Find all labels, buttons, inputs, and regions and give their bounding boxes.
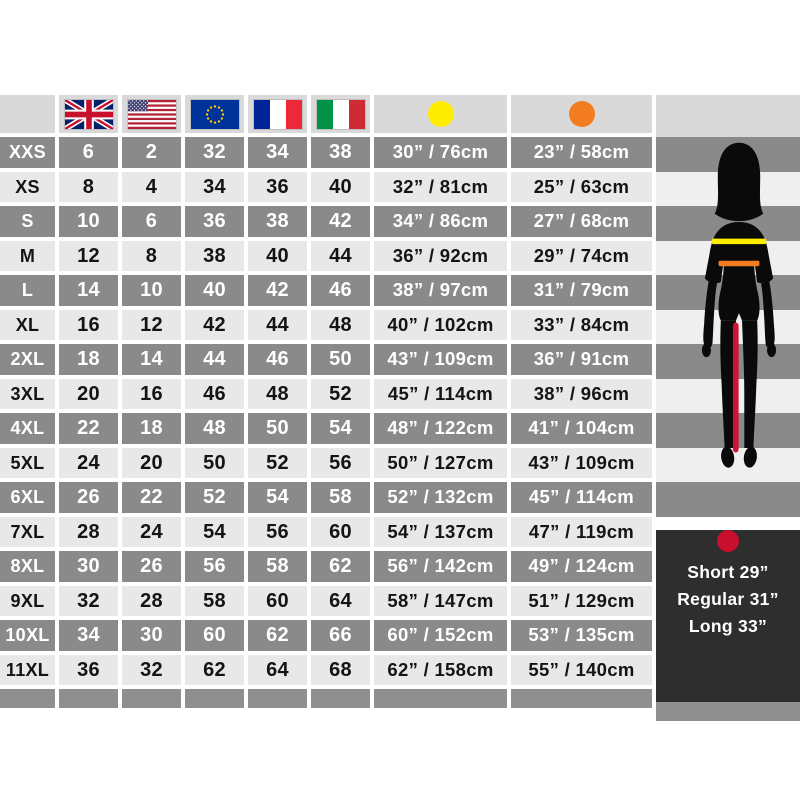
footer-stripe: [511, 689, 652, 708]
cell-uk-7XL: 28: [59, 517, 118, 548]
body-silhouette-figure: [686, 139, 792, 471]
waist-dot-icon: [569, 101, 595, 127]
footer-stripe: [0, 689, 55, 708]
cell-label-6XL: 6XL: [0, 482, 55, 513]
cell-chest-9XL: 58” / 147cm: [374, 586, 507, 617]
cell-fr-XXS: 34: [248, 137, 307, 168]
cell-label-9XL: 9XL: [0, 586, 55, 617]
cell-chest-XL: 40” / 102cm: [374, 310, 507, 341]
cell-waist-M: 29” / 74cm: [511, 241, 652, 272]
cell-us-10XL: 30: [122, 620, 181, 651]
cell-uk-XL: 16: [59, 310, 118, 341]
cell-us-4XL: 18: [122, 413, 181, 444]
cell-waist-XXS: 23” / 58cm: [511, 137, 652, 168]
eu-flag-header: [185, 95, 244, 133]
cell-it-XXS: 38: [311, 137, 370, 168]
cell-it-XS: 40: [311, 172, 370, 203]
cell-fr-2XL: 46: [248, 344, 307, 375]
us-flag-icon: [128, 100, 176, 129]
cell-uk-L: 14: [59, 275, 118, 306]
cell-uk-10XL: 34: [59, 620, 118, 651]
cell-waist-3XL: 38” / 96cm: [511, 379, 652, 410]
eu-size-column: [185, 95, 244, 721]
cell-waist-XL: 33” / 84cm: [511, 310, 652, 341]
footer-stripe: [311, 689, 370, 708]
cell-uk-3XL: 20: [59, 379, 118, 410]
cell-eu-3XL: 46: [185, 379, 244, 410]
cell-chest-11XL: 62” / 158cm: [374, 655, 507, 686]
cell-waist-S: 27” / 68cm: [511, 206, 652, 237]
cell-fr-7XL: 56: [248, 517, 307, 548]
cell-eu-4XL: 48: [185, 413, 244, 444]
cell-label-S: S: [0, 206, 55, 237]
label-header-cell: [0, 95, 55, 133]
cell-eu-11XL: 62: [185, 655, 244, 686]
waist-measurement-column: [511, 95, 652, 721]
cell-label-XS: XS: [0, 172, 55, 203]
chest-header: [374, 95, 507, 133]
cell-us-11XL: 32: [122, 655, 181, 686]
cell-waist-11XL: 55” / 140cm: [511, 655, 652, 686]
cell-eu-6XL: 52: [185, 482, 244, 513]
cell-fr-11XL: 64: [248, 655, 307, 686]
cell-label-8XL: 8XL: [0, 551, 55, 582]
chest-measurement-column: [374, 95, 507, 721]
cell-us-XL: 12: [122, 310, 181, 341]
cell-fr-L: 42: [248, 275, 307, 306]
leg-length-legend: [656, 530, 800, 703]
us-size-column: [122, 95, 181, 721]
cell-chest-4XL: 48” / 122cm: [374, 413, 507, 444]
waist-line: [719, 261, 760, 267]
cell-it-S: 42: [311, 206, 370, 237]
cell-uk-5XL: 24: [59, 448, 118, 479]
cell-label-4XL: 4XL: [0, 413, 55, 444]
italy-flag-header: [311, 95, 370, 133]
cell-uk-9XL: 32: [59, 586, 118, 617]
cell-chest-3XL: 45” / 114cm: [374, 379, 507, 410]
cell-us-XS: 4: [122, 172, 181, 203]
cell-waist-2XL: 36” / 91cm: [511, 344, 652, 375]
figure-backdrop-stripe: [656, 482, 800, 517]
cell-fr-9XL: 60: [248, 586, 307, 617]
cell-uk-8XL: 30: [59, 551, 118, 582]
cell-uk-11XL: 36: [59, 655, 118, 686]
cell-waist-10XL: 53” / 135cm: [511, 620, 652, 651]
cell-waist-5XL: 43” / 109cm: [511, 448, 652, 479]
cell-eu-9XL: 58: [185, 586, 244, 617]
cell-chest-2XL: 43” / 109cm: [374, 344, 507, 375]
footer-stripe: [122, 689, 181, 708]
cell-fr-XL: 44: [248, 310, 307, 341]
cell-us-7XL: 24: [122, 517, 181, 548]
cell-chest-XS: 32” / 81cm: [374, 172, 507, 203]
cell-fr-XS: 36: [248, 172, 307, 203]
leg-length-dot-icon: [717, 530, 739, 552]
cell-label-3XL: 3XL: [0, 379, 55, 410]
cell-fr-3XL: 48: [248, 379, 307, 410]
cell-uk-XXS: 6: [59, 137, 118, 168]
chest-dot-icon: [428, 101, 454, 127]
cell-label-XL: XL: [0, 310, 55, 341]
cell-label-11XL: 11XL: [0, 655, 55, 686]
cell-us-6XL: 22: [122, 482, 181, 513]
cell-fr-M: 40: [248, 241, 307, 272]
cell-it-XL: 48: [311, 310, 370, 341]
cell-label-7XL: 7XL: [0, 517, 55, 548]
cell-eu-XL: 42: [185, 310, 244, 341]
chest-line: [712, 239, 767, 245]
footer-stripe: [374, 689, 507, 708]
cell-it-11XL: 68: [311, 655, 370, 686]
waist-header: [511, 95, 652, 133]
cell-waist-4XL: 41” / 104cm: [511, 413, 652, 444]
cell-waist-6XL: 45” / 114cm: [511, 482, 652, 513]
cell-eu-7XL: 54: [185, 517, 244, 548]
cell-eu-8XL: 56: [185, 551, 244, 582]
cell-chest-10XL: 60” / 152cm: [374, 620, 507, 651]
cell-eu-10XL: 60: [185, 620, 244, 651]
footer-stripe: [248, 689, 307, 708]
cell-waist-7XL: 47” / 119cm: [511, 517, 652, 548]
cell-eu-M: 38: [185, 241, 244, 272]
cell-it-6XL: 58: [311, 482, 370, 513]
cell-it-5XL: 56: [311, 448, 370, 479]
cell-chest-M: 36” / 92cm: [374, 241, 507, 272]
cell-us-8XL: 26: [122, 551, 181, 582]
cell-label-2XL: 2XL: [0, 344, 55, 375]
italy-size-column: [311, 95, 370, 721]
cell-us-2XL: 14: [122, 344, 181, 375]
size-table: [0, 95, 800, 721]
cell-it-4XL: 54: [311, 413, 370, 444]
us-flag-header: [122, 95, 181, 133]
france-size-column: [248, 95, 307, 721]
cell-uk-XS: 8: [59, 172, 118, 203]
cell-eu-XXS: 32: [185, 137, 244, 168]
leg-length-regular: Regular 31”: [677, 588, 779, 609]
cell-fr-8XL: 58: [248, 551, 307, 582]
cell-it-10XL: 66: [311, 620, 370, 651]
inseam-line: [733, 323, 739, 453]
cell-label-5XL: 5XL: [0, 448, 55, 479]
cell-chest-7XL: 54” / 137cm: [374, 517, 507, 548]
figure-header-cell: [656, 95, 800, 137]
footer-stripe: [185, 689, 244, 708]
cell-us-L: 10: [122, 275, 181, 306]
cell-it-3XL: 52: [311, 379, 370, 410]
cell-uk-4XL: 22: [59, 413, 118, 444]
cell-uk-6XL: 26: [59, 482, 118, 513]
france-flag-icon: [254, 100, 302, 129]
cell-chest-XXS: 30” / 76cm: [374, 137, 507, 168]
cell-it-L: 46: [311, 275, 370, 306]
cell-label-XXS: XXS: [0, 137, 55, 168]
cell-it-9XL: 64: [311, 586, 370, 617]
cell-eu-L: 40: [185, 275, 244, 306]
cell-it-7XL: 60: [311, 517, 370, 548]
figure-column: [656, 95, 800, 721]
cell-waist-8XL: 49” / 124cm: [511, 551, 652, 582]
uk-flag-header: [59, 95, 118, 133]
leg-length-long: Long 33”: [688, 615, 768, 636]
cell-us-XXS: 2: [122, 137, 181, 168]
cell-us-M: 8: [122, 241, 181, 272]
cell-uk-S: 10: [59, 206, 118, 237]
cell-chest-6XL: 52” / 132cm: [374, 482, 507, 513]
footer-stripe: [656, 702, 800, 721]
cell-chest-5XL: 50” / 127cm: [374, 448, 507, 479]
cell-fr-10XL: 62: [248, 620, 307, 651]
cell-label-10XL: 10XL: [0, 620, 55, 651]
cell-us-9XL: 28: [122, 586, 181, 617]
cell-fr-5XL: 52: [248, 448, 307, 479]
italy-flag-icon: [317, 100, 365, 129]
cell-us-S: 6: [122, 206, 181, 237]
cell-uk-M: 12: [59, 241, 118, 272]
cell-waist-9XL: 51” / 129cm: [511, 586, 652, 617]
cell-it-8XL: 62: [311, 551, 370, 582]
uk-flag-icon: [65, 100, 113, 129]
cell-it-M: 44: [311, 241, 370, 272]
uk-size-column: [59, 95, 118, 721]
cell-waist-L: 31” / 79cm: [511, 275, 652, 306]
cell-uk-2XL: 18: [59, 344, 118, 375]
eu-flag-icon: [191, 100, 239, 129]
cell-eu-S: 36: [185, 206, 244, 237]
cell-us-5XL: 20: [122, 448, 181, 479]
cell-fr-4XL: 50: [248, 413, 307, 444]
cell-eu-5XL: 50: [185, 448, 244, 479]
size-label-column: [0, 95, 55, 721]
cell-us-3XL: 16: [122, 379, 181, 410]
leg-length-short: Short 29”: [687, 561, 769, 582]
cell-chest-L: 38” / 97cm: [374, 275, 507, 306]
cell-waist-XS: 25” / 63cm: [511, 172, 652, 203]
cell-label-M: M: [0, 241, 55, 272]
footer-stripe: [59, 689, 118, 708]
cell-fr-6XL: 54: [248, 482, 307, 513]
france-flag-header: [248, 95, 307, 133]
cell-label-L: L: [0, 275, 55, 306]
cell-eu-XS: 34: [185, 172, 244, 203]
cell-it-2XL: 50: [311, 344, 370, 375]
cell-chest-8XL: 56” / 142cm: [374, 551, 507, 582]
cell-fr-S: 38: [248, 206, 307, 237]
cell-eu-2XL: 44: [185, 344, 244, 375]
cell-chest-S: 34” / 86cm: [374, 206, 507, 237]
